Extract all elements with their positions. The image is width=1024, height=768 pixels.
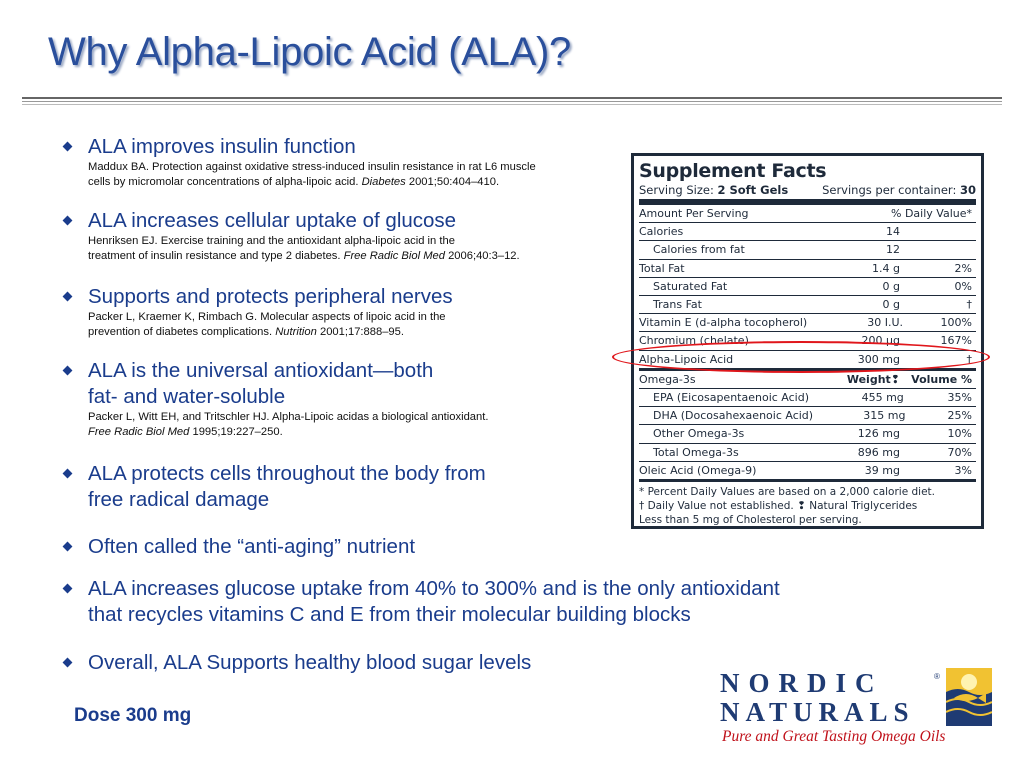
bullet-diamond-icon (63, 292, 73, 302)
bullet-text: ALA is the universal antioxidant—both (88, 359, 434, 382)
nutrient-daily-value (900, 241, 976, 258)
nutrient-daily-value: 35% (947, 391, 972, 405)
bullet-text: ALA increases glucose uptake from 40% to 300% and is the only antioxidant (88, 577, 780, 600)
bullet-text: that recycles vitamins C and E from their molecular building blocks (88, 603, 691, 626)
bullet-item (64, 208, 520, 264)
bullet-text: fat- and water-soluble (88, 385, 286, 408)
nutrient-daily-value: 70% (947, 445, 972, 459)
bullet-diamond-icon (63, 469, 73, 479)
facts-header-row: Amount Per Serving % Daily Value* (639, 205, 976, 223)
nutrient-amount: Weight❢ (846, 372, 900, 386)
reference-line: treatment of insulin resistance and type 2 diabetes. Free Radic Biol Med 2006;40:3–12. (88, 250, 520, 262)
nutrient-amount: 896 mg (857, 445, 900, 459)
nutrient-daily-value: 3% (954, 463, 972, 477)
nutrient-amount: 126 mg (857, 427, 900, 441)
bullet-item (64, 461, 486, 513)
nutrient-name: Chromium (chelate) (639, 334, 749, 348)
facts-row (639, 425, 976, 443)
bullet-item (64, 284, 453, 340)
bullet-item (64, 576, 780, 628)
logo-tagline: Pure and Great Tasting Omega Oils (722, 728, 946, 745)
highlight-ellipse (612, 341, 990, 373)
bullet-diamond-icon (63, 142, 73, 152)
nutrient-amount: 14 (886, 225, 900, 239)
facts-row (639, 389, 976, 407)
bullet-text: ALA protects cells throughout the body from (88, 462, 486, 485)
serving-info (639, 183, 976, 205)
facts-footnotes (639, 482, 976, 527)
bullet-diamond-icon (63, 542, 73, 552)
reference-line: Maddux BA. Protection against oxidative stress-induced insulin resistance in rat L6 muscle (88, 161, 536, 173)
journal-name: Free Radic Biol Med (88, 426, 190, 438)
nutrient-amount: 455 mg (861, 391, 904, 405)
nutrient-amount: 0 g (882, 279, 900, 293)
nutrient-name: Total Fat (639, 261, 685, 275)
nutrient-amount: 0 g (882, 298, 900, 312)
facts-row (639, 260, 976, 278)
nutrient-amount: 200 μg (861, 334, 900, 348)
footnote: † Daily Value not established. ❢ Natural Triglycerides (639, 500, 918, 513)
nutrient-daily-value: Volume % (911, 372, 972, 386)
nutrient-amount: 300 mg (857, 352, 900, 366)
bullet-diamond-icon (63, 366, 73, 376)
nutrient-name: Oleic Acid (Omega-9) (639, 463, 757, 477)
bullet-text: Often called the “anti-aging” nutrient (88, 535, 416, 558)
nutrient-name: Alpha-Lipoic Acid (639, 352, 734, 366)
nutrient-daily-value: 167% (940, 334, 972, 348)
facts-row (639, 371, 976, 389)
nutrient-daily-value: † (966, 298, 972, 312)
footnote: * Percent Daily Values are based on a 2,000 calorie diet. (639, 486, 935, 499)
title-divider (22, 101, 1002, 102)
nutrient-name: Other Omega-3s (653, 427, 745, 441)
facts-row (639, 407, 976, 425)
nutrient-name: Calories from fat (653, 243, 745, 257)
bullet-item (64, 358, 488, 440)
nutrient-name: EPA (Eicosapentaenoic Acid) (653, 391, 810, 405)
reference-line: Henriksen EJ. Exercise training and the antioxidant alpha-lipoic acid in the (88, 235, 455, 247)
facts-row (639, 462, 976, 482)
bullet-diamond-icon (63, 216, 73, 226)
bullet-diamond-icon (63, 584, 73, 594)
facts-row (639, 241, 976, 259)
reference-line: Packer L, Kraemer K, Rimbach G. Molecular aspects of lipoic acid in the (88, 311, 446, 323)
title-divider (22, 104, 1002, 105)
logo-line2: NATURALS (720, 697, 915, 727)
nutrient-daily-value (900, 223, 976, 240)
logo-line1: NORDIC (720, 668, 884, 698)
bullet-text: free radical damage (88, 488, 270, 511)
dose-label: Dose 300 mg (74, 705, 192, 726)
nutrient-amount: 12 (886, 243, 900, 257)
supplement-facts-title: Supplement Facts (639, 160, 827, 182)
nutrient-daily-value: 25% (947, 409, 972, 423)
bullet-text: Supports and protects peripheral nerves (88, 285, 453, 308)
title-divider (22, 97, 1002, 99)
bullet-text: ALA increases cellular uptake of glucose (88, 209, 457, 232)
bullet-item (64, 650, 531, 676)
journal-name: Nutrition (275, 326, 317, 338)
nutrient-amount: 39 mg (864, 463, 900, 477)
bullet-text: Overall, ALA Supports healthy blood sugar levels (88, 651, 532, 674)
nutrient-name: Saturated Fat (653, 279, 728, 293)
nutrient-amount: 315 mg (863, 409, 906, 423)
facts-row (639, 444, 976, 462)
reference-line: cells by micromolar concentrations of alpha-lipoic acid. Diabetes 2001;50:404–410. (88, 176, 500, 188)
bullet-text: ALA improves insulin function (88, 135, 356, 158)
nutrient-amount: 30 I.U. (867, 316, 904, 330)
journal-name: Free Radic Biol Med (343, 250, 445, 262)
reference-line: Free Radic Biol Med 1995;19:227–250. (88, 426, 283, 438)
footnote: Less than 5 mg of Cholesterol per serving. (639, 514, 862, 527)
reference-line: Packer L, Witt EH, and Tritschler HJ. Alpha-Lipoic acidas a biological antioxidant. (88, 411, 489, 423)
nutrient-name: Total Omega-3s (653, 445, 739, 459)
nutrient-daily-value: 2% (954, 261, 972, 275)
nutrient-name: Vitamin E (d-alpha tocopherol) (639, 316, 808, 330)
nutrient-daily-value: 100% (940, 316, 972, 330)
nutrient-daily-value: † (966, 352, 972, 366)
nutrient-name: Calories (639, 225, 684, 239)
fish-emblem-icon (946, 668, 992, 726)
facts-row (639, 223, 976, 241)
nutrient-daily-value: 0% (954, 279, 972, 293)
bullet-item (64, 134, 536, 190)
facts-row (639, 314, 976, 332)
bullet-item (64, 534, 415, 560)
nutrient-name: DHA (Docosahexaenoic Acid) (653, 409, 814, 423)
nutrient-name: Trans Fat (653, 298, 702, 312)
reference-line: prevention of diabetes complications. Nutrition 2001;17:888–95. (88, 326, 404, 338)
servings-per-container: Servings per container: 30 (822, 183, 976, 197)
facts-row (639, 278, 976, 296)
registered-mark: ® (934, 672, 940, 681)
journal-name: Diabetes (361, 176, 406, 188)
nutrient-daily-value: 10% (947, 427, 972, 441)
facts-row (639, 296, 976, 314)
nutrient-amount: 1.4 g (872, 261, 900, 275)
bullet-diamond-icon (63, 658, 73, 668)
serving-size: Serving Size: 2 Soft Gels (639, 183, 789, 197)
nutrient-name: Omega-3s (639, 372, 696, 386)
slide-title: Why Alpha-Lipoic Acid (ALA)? (48, 30, 571, 74)
